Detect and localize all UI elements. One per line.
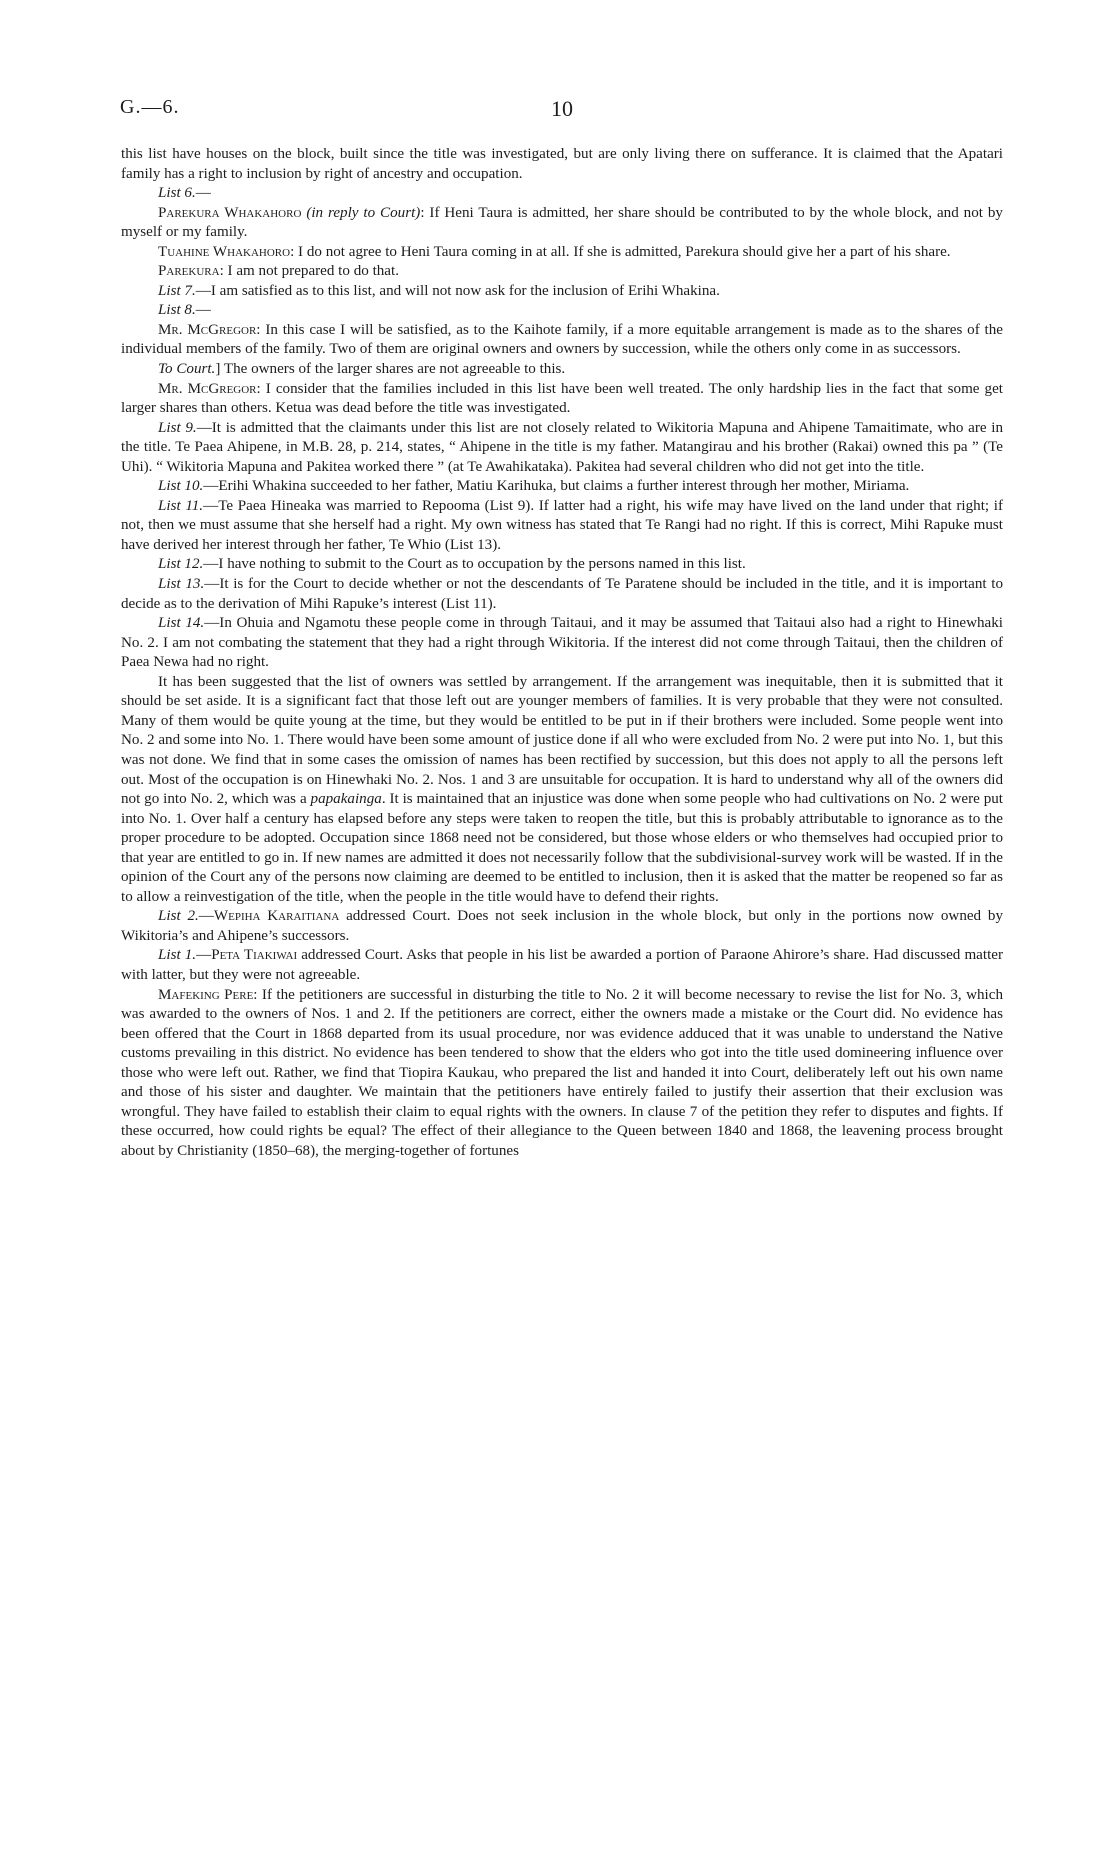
page-number: 10 [551, 96, 573, 121]
italic-text: List 9. [158, 419, 197, 436]
text-run: — [198, 908, 214, 925]
paragraph [121, 419, 1003, 478]
paragraph [121, 262, 1003, 282]
paragraph [121, 282, 1003, 302]
text-run: ] The owners of the larger shares are not agreeable to this. [215, 361, 566, 378]
text-run: It has been suggested that the list of owners was settled by arrangement. If the arrangement was inequitable, then it is submitted that it should be set aside. It is a significant fact that those left out are younger members of families. It is very probable that they were not consulted. Many of them would be quite young at the time, but they would be entitled to be put in if their brothers were included. Some people went into No. 2 and some into No. 1. There would have been some amount of justice done if all who were excluded from No. 2 were put into No. 1, but this was not done. We find that in some cases the omission of names has been rectified by succession, but this does not apply to all the persons left out. Most of the occupation is on Hinewhaki No. 2. Nos. 1 and 3 are unsuitable for occupation. It is hard to understand why all of the owners did not go into No. 2, which was a [121, 673, 1003, 808]
paragraph [121, 145, 1003, 184]
paragraph [121, 204, 1003, 243]
paragraph [121, 497, 1003, 556]
paragraph [121, 614, 1003, 673]
italic-text: List 8. [158, 302, 196, 319]
text-run: —It is admitted that the claimants under this list are not closely related to Wikitoria Mapuna and Ahipene Tamaitimate, who are in the title. Te Paea Ahipene, in M.B. 28, p. 214, states, “ Ahipene in the title is my father. Matangirau and his brother (Rakai) owned this pa ” (Te Uhi). “ Wikitoria Mapuna and Pakitea worked there ” (at Te Awahikataka). Pakitea had several children who did not get into the title. [121, 419, 1003, 475]
speaker-name: Mafeking Pere [158, 986, 254, 1003]
speaker-name: Parekura [158, 263, 220, 280]
italic-text: List 2. [158, 908, 199, 925]
speaker-name: Mr. McGregor [158, 321, 257, 338]
text-run: . It is maintained that an injustice was done when some people who had cultivations on No. 2 were put into No. 1. Over half a century has elapsed before any steps were taken to reopen the title, but this is probably attributable to ignorance as to the proper procedure to be adopted. Occupation since 1868 need not be considered, but those whose elders or who themselves had occupied prior to that year are entitled to go in. If new names are admitted it does not necessarily follow that the subdivisional-survey work will be wasted. If in the opinion of the Court any of the persons now claiming are deemed to be entitled to inclusion, then it is asked that the matter be reopened so far as to allow a reinvestigation of the title, when the people in the title would have to defend their rights. [121, 791, 1004, 905]
paragraph [121, 986, 1003, 1162]
text-run: —I have nothing to submit to the Court as to occupation by the persons named in this list. [203, 556, 746, 573]
text-run: — [195, 302, 211, 319]
italic-text: List 12. [158, 556, 204, 573]
paragraph [121, 946, 1003, 985]
italic-text: To Court. [158, 361, 216, 378]
speaker-name: Mr. McGregor [158, 380, 257, 397]
paragraph [121, 555, 1003, 575]
paragraph [121, 321, 1003, 360]
text-run: : In this case I will be satisfied, as to the Kaihote family, if a more equitable arrangement is made as to the shares of the individual members of the family. Two of them are original owners and owners by succession, while the others only come in as successors. [121, 321, 1003, 358]
paragraph [121, 477, 1003, 497]
italic-text: List 14. [158, 615, 205, 632]
text-run: : If Heni Taura is admitted, her share should be contributed to by the whole block, and not by myself or my family. [121, 204, 1003, 241]
paragraph [121, 184, 1003, 204]
text-run: — [196, 947, 212, 964]
text-run: —It is for the Court to decide whether or not the descendants of Te Paratene should be included in the title, and it is important to decide as to the derivation of Mihi Rapuke’s interest (List 11). [121, 576, 1003, 612]
paragraph [121, 360, 1003, 380]
speaker-name: Tuahine Whakahoro [158, 243, 291, 260]
speaker-name: Wepiha Karaitiana [213, 908, 340, 925]
text-run: addressed Court. Asks that people in his list be awarded a portion of Paraone Ahirore’s share. Had discussed matter with latter, but they were not agreeable. [121, 947, 1003, 983]
paragraph [121, 673, 1003, 908]
italic-text: List 1. [158, 947, 197, 964]
text-run: —Erihi Whakina succeeded to her father, Matiu Karihuka, but claims a further interest through her mother, Miriama. [203, 478, 910, 495]
text-run: — [195, 185, 211, 202]
speaker-name: Parekura Whakahoro [158, 204, 302, 221]
text-run: : I am not prepared to do that. [219, 263, 399, 280]
text-run: this list have houses on the block, built since the title was investigated, but are only living there on sufferance. It is claimed that the Apatari family has a right to inclusion by right of ancestry and occupation. [121, 146, 1003, 182]
series-code: G.—6. [120, 96, 180, 118]
text-run: : I do not agree to Heni Taura coming in at all. If she is admitted, Parekura should give her a part of his share. [290, 243, 951, 260]
italic-text: List 10. [158, 478, 204, 495]
text-run: —In Ohuia and Ngamotu these people come in through Taitaui, and it may be assumed that Taitaui also had a right to Hinewhaki No. 2. I am not combating the statement that they had a right through Wikitoria. If the interest did not come through Taitaui, then the children of Paea Newa had no right. [121, 615, 1003, 671]
text-run: : If the petitioners are successful in disturbing the title to No. 2 it will become necessary to revise the list for No. 3, which was awarded to the owners of Nos. 1 and 2. If the petitioners are correct, either the owners made a mistake or the Court did. No evidence has been offered that the Court in 1868 departed from its usual procedure, nor was evidence adduced that it was unable to understand the Native customs prevailing in this district. No evidence has been tendered to show that the elders who got into the title used domineering influence over those who were left out. Rather, we find that Tiopira Kaukau, who prepared the list and handed it into Court, deliberately left out his own name and those of his sister and daughter. We maintain that the petitioners have entirely failed to justify their assertion that their exclusion was wrongful. They have failed to establish their claim to equal rights with the owners. In clause 7 of the petition they refer to disputes and fights. If these occurred, how could rights be equal? The effect of their allegiance to the Queen between 1840 and 1868, the leavening process brought about by Christianity (1850–68), the merging-together of fortunes [121, 986, 1003, 1159]
speaker-name: Peta Tiakiwai [211, 947, 298, 964]
paragraph [121, 575, 1003, 614]
italic-text: List 7. [158, 282, 196, 299]
paragraph [121, 907, 1003, 946]
text-run: : I consider that the families included in this list have been well treated. The only hardship lies in the fact that some get larger shares than others. Ketua was dead before the title was investigated. [121, 380, 1003, 417]
italic-text: List 13. [158, 576, 205, 593]
paragraph [121, 301, 1003, 321]
text-run: —Te Paea Hineaka was married to Repooma (List 9). If latter had a right, his wife may have lived on the land under that right; if not, then we must assume that she herself had a right. My own witness has stated that Te Rangi had no right. If this is correct, Mihi Rapuke must have derived her interest through her father, Te Whio (List 13). [121, 497, 1003, 553]
body-text [121, 145, 1003, 1161]
text-run: —I am satisfied as to this list, and will not now ask for the inclusion of Erihi Whakina. [195, 282, 720, 299]
italic-text: List 6. [158, 185, 196, 202]
text-run: addressed Court. Does not seek inclusion in the whole block, but only in the portions now owned by Wikitoria’s and Ahipene’s successors. [121, 908, 1003, 944]
paragraph [121, 380, 1003, 419]
italic-text: List 11. [158, 497, 204, 514]
paragraph [121, 243, 1003, 263]
italic-text: papakainga [310, 791, 382, 808]
italic-text: (in reply to Court) [306, 204, 421, 221]
